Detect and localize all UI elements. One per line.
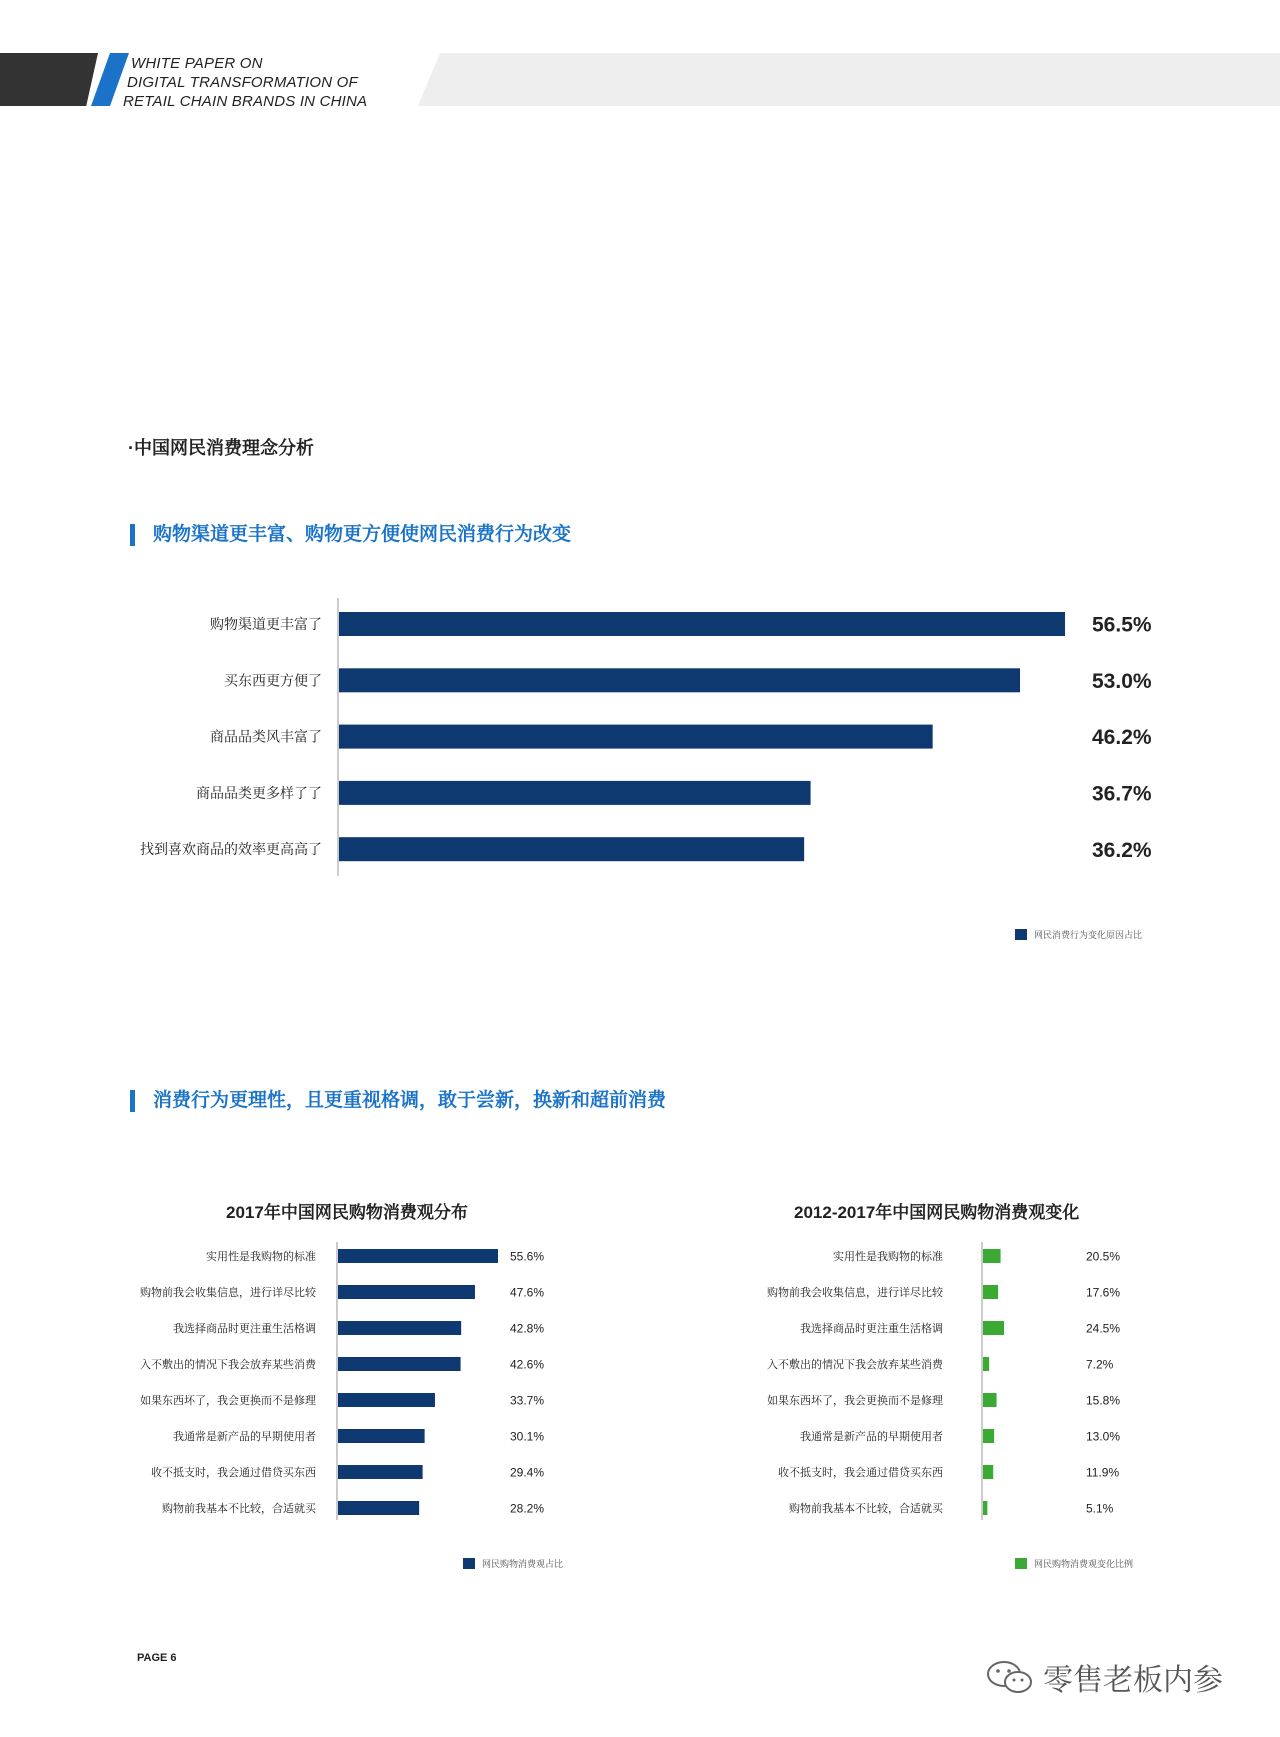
chart2-category-label: 我选择商品时更注重生活格调: [173, 1322, 316, 1335]
chart3-category-label: 购物前我会收集信息，进行详尽比较: [767, 1286, 943, 1299]
chart3-value-label: 13.0%: [1086, 1429, 1121, 1444]
chart3-value-label: 7.2%: [1086, 1357, 1114, 1372]
chart3-value-label: 20.5%: [1086, 1249, 1121, 1264]
chart2-bar: [338, 1357, 461, 1371]
chart3-category-label: 入不敷出的情况下我会放弃某些消费: [767, 1358, 943, 1371]
header-line-1: WHITE PAPER ON: [131, 55, 263, 72]
chart-consumption-views-2017: [0, 1240, 640, 1530]
chart-consumption-views-change: [640, 1240, 1280, 1530]
chart-consumption-behavior-change: [0, 590, 1280, 890]
chart1-value-label: 56.5%: [1092, 613, 1152, 637]
chart2-category-label: 如果东西坏了，我会更换而不是修理: [140, 1394, 316, 1407]
chart3-value-label: 5.1%: [1086, 1501, 1114, 1516]
chart2-value-label: 42.6%: [510, 1357, 545, 1372]
chart3-bar: [983, 1501, 987, 1515]
chart2-value-label: 42.8%: [510, 1321, 545, 1336]
section-title: ·中国网民消费理念分析: [128, 438, 314, 458]
chart1-bar: [339, 781, 811, 805]
watermark: [985, 1655, 1223, 1699]
chart2-legend-label: 网民购物消费观占比: [482, 1559, 564, 1569]
chart2-value-label: 30.1%: [510, 1429, 545, 1444]
chart2-value-label: 47.6%: [510, 1285, 545, 1300]
chart1-value-label: 36.2%: [1092, 838, 1152, 862]
watermark-text: 零售老板内参: [1043, 1664, 1223, 1697]
chart3-legend: [1015, 1557, 1133, 1570]
chart1-legend: [1015, 928, 1142, 941]
chart3-bar: [983, 1393, 997, 1407]
chart2-value-label: 29.4%: [510, 1465, 545, 1480]
chart2-bar: [338, 1429, 425, 1443]
chart3-value-label: 17.6%: [1086, 1285, 1121, 1300]
wechat-icon: [985, 1659, 1035, 1695]
chart2-category-label: 入不敷出的情况下我会放弃某些消费: [140, 1358, 316, 1371]
chart1-bar: [339, 668, 1020, 692]
chart2-category-label: 实用性是我购物的标准: [206, 1250, 316, 1263]
header-dark-block: [0, 53, 98, 106]
chart2-bar: [338, 1285, 475, 1299]
chart1-category-label: 购物渠道更丰富了: [210, 616, 322, 633]
chart3-bar: [983, 1321, 1004, 1335]
chart1-bar: [339, 837, 804, 861]
chart3-bar: [983, 1285, 998, 1299]
chart3-category-label: 我通常是新产品的早期使用者: [800, 1430, 943, 1443]
chart1-value-label: 36.7%: [1092, 782, 1152, 806]
chart2-category-label: 我通常是新产品的早期使用者: [173, 1430, 316, 1443]
chart1-value-label: 46.2%: [1092, 726, 1152, 750]
chart3-title: 2012-2017年中国网民购物消费观变化: [794, 1203, 1080, 1222]
chart2-value-label: 55.6%: [510, 1249, 545, 1264]
chart1-category-label: 商品品类风丰富了: [210, 728, 322, 745]
chart2-bar: [338, 1321, 461, 1335]
chart3-value-label: 11.9%: [1086, 1465, 1120, 1480]
chart2-title: 2017年中国网民购物消费观分布: [226, 1203, 468, 1222]
chart3-value-label: 24.5%: [1086, 1321, 1121, 1336]
chart2-legend-swatch: [463, 1558, 475, 1569]
header-line-3: RETAIL CHAIN BRANDS IN CHINA: [123, 93, 368, 110]
chart2-category-label: 购物前我会收集信息，进行详尽比较: [140, 1286, 316, 1299]
chart2-value-label: 33.7%: [510, 1393, 545, 1408]
chart3-category-label: 我选择商品时更注重生活格调: [800, 1322, 943, 1335]
chart2-category-label: 收不抵支时，我会通过借贷买东西: [151, 1466, 316, 1479]
chart2-bar: [338, 1501, 419, 1515]
header-gray-band: [418, 53, 1280, 106]
page-number: PAGE 6: [137, 1652, 177, 1664]
chart1-category-label: 商品品类更多样了了: [196, 784, 322, 801]
chart2-category-label: 购物前我基本不比较，合适就买: [162, 1502, 316, 1515]
chart2-value-label: 28.2%: [510, 1501, 545, 1516]
chart3-bar: [983, 1249, 1001, 1263]
chart1-legend-label: 网民消费行为变化原因占比: [1034, 930, 1143, 940]
header-title: [123, 54, 368, 111]
chart3-category-label: 实用性是我购物的标准: [833, 1250, 943, 1263]
subtitle-1: 购物渠道更丰富、购物更方便使网民消费行为改变: [130, 524, 571, 546]
chart3-value-label: 15.8%: [1086, 1393, 1121, 1408]
chart1-category-label: 找到喜欢商品的效率更高高了: [140, 841, 322, 858]
chart1-category-label: 买东西更方便了: [224, 672, 322, 689]
header-line-2: DIGITAL TRANSFORMATION OF: [127, 74, 358, 91]
chart2-bar: [338, 1465, 423, 1479]
chart3-bar: [983, 1465, 993, 1479]
chart1-bar: [339, 725, 933, 749]
chart3-bar: [983, 1429, 994, 1443]
chart1-legend-swatch: [1015, 929, 1027, 940]
chart1-bar: [339, 612, 1065, 636]
chart3-bar: [983, 1357, 989, 1371]
chart3-legend-label: 网民购物消费观变化比例: [1034, 1559, 1134, 1569]
subtitle-2: 消费行为更理性，且更重视格调，敢于尝新，换新和超前消费: [130, 1090, 666, 1112]
chart2-bar: [338, 1393, 435, 1407]
chart2-legend: [463, 1557, 563, 1570]
chart3-category-label: 购物前我基本不比较，合适就买: [789, 1502, 943, 1515]
chart3-category-label: 收不抵支时，我会通过借贷买东西: [778, 1466, 943, 1479]
chart1-value-label: 53.0%: [1092, 669, 1152, 693]
chart3-legend-swatch: [1015, 1558, 1027, 1569]
chart2-bar: [338, 1249, 498, 1263]
chart3-category-label: 如果东西坏了，我会更换而不是修理: [767, 1394, 943, 1407]
